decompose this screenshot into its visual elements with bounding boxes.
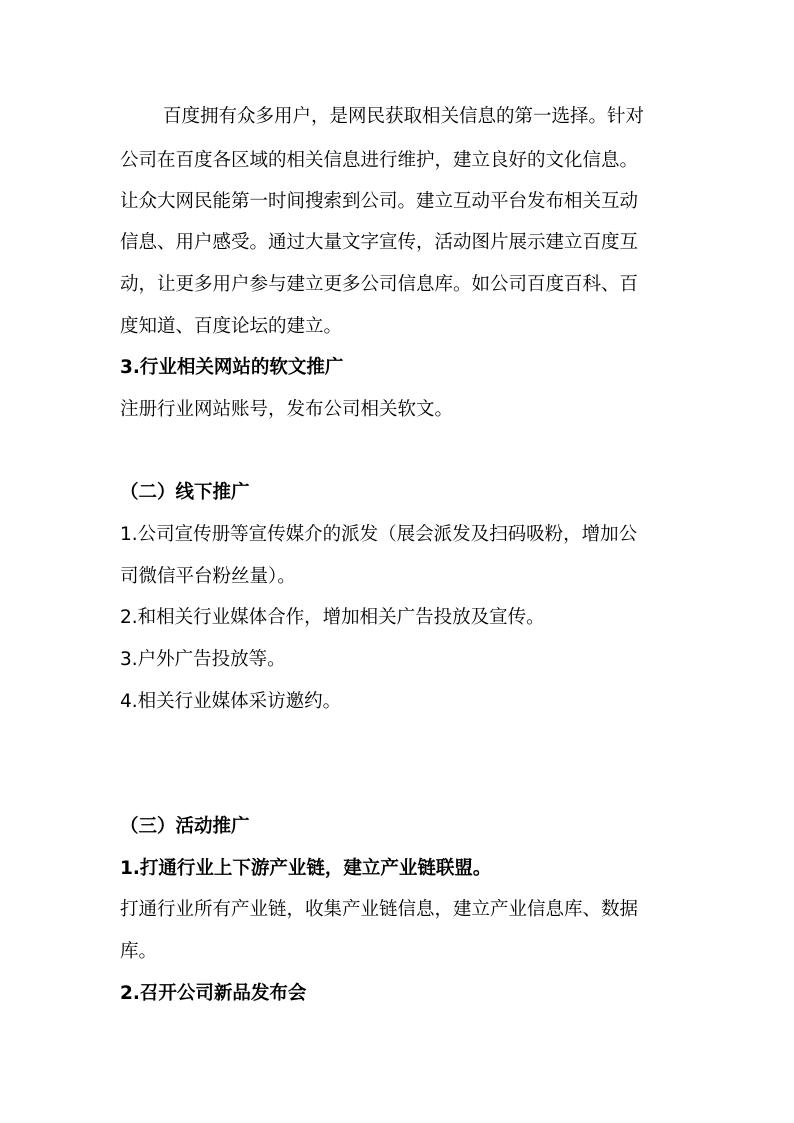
- section-heading: （三）活动推广: [120, 816, 250, 837]
- list-item: 2.和相关行业媒体合作，增加相关广告投放及宣传。: [120, 607, 545, 628]
- section-heading: （二）线下推广: [120, 482, 250, 503]
- body-text-line: 公司在百度各区域的相关信息进行维护，建立良好的文化信息。: [120, 150, 639, 171]
- list-item: 3.户外广告投放等。: [120, 649, 286, 670]
- list-item: 4.相关行业媒体采访邀约。: [120, 691, 342, 712]
- body-text-line: 百度拥有众多用户，是网民获取相关信息的第一选择。针对: [163, 106, 645, 127]
- body-text-line: 注册行业网站账号，发布公司相关软文。: [120, 399, 454, 420]
- list-item: 司微信平台粉丝量）。: [120, 566, 296, 587]
- body-text-line: 动，让更多用户参与建立更多公司信息库。如公司百度百科、百: [120, 274, 639, 295]
- list-item: 1.公司宣传册等宣传媒介的派发（展会派发及扫码吸粉，增加公: [120, 524, 638, 545]
- body-text-line: 库。: [120, 941, 158, 962]
- body-text-line: 度知道、百度论坛的建立。: [120, 316, 343, 337]
- body-text-line: 让众大网民能第一时间搜索到公司。建立互动平台发布相关互动: [120, 191, 639, 212]
- subheading: 2.召开公司新品发布会: [120, 983, 307, 1004]
- subheading: 1.打通行业上下游产业链，建立产业链联盟。: [120, 858, 492, 879]
- subheading: 3.行业相关网站的软文推广: [120, 357, 344, 378]
- body-text-line: 信息、用户感受。通过大量文字宣传，活动图片展示建立百度互: [120, 232, 639, 253]
- body-text-line: 打通行业所有产业链，收集产业链信息，建立产业信息库、数据: [120, 899, 639, 920]
